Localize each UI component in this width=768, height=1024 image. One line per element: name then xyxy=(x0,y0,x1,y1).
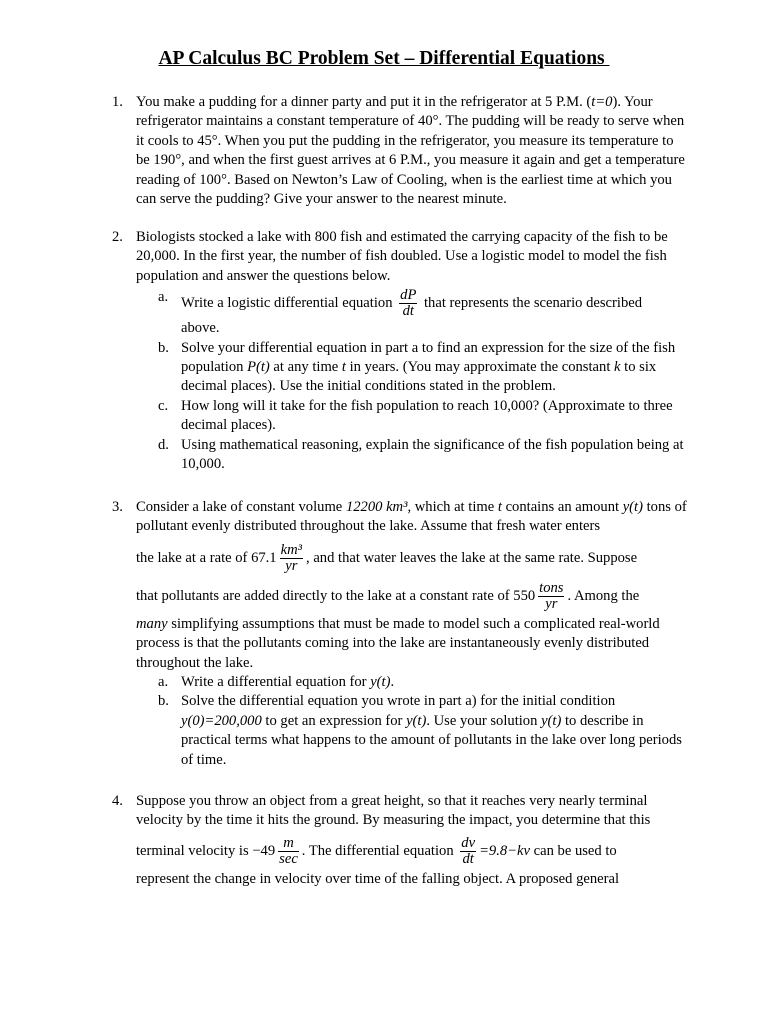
text-run: simplifying assumptions that must be made to model such a complicated real-world process is that the pollutants coming into the lake are instantaneously evenly distributed throughout the lake. xyxy=(136,615,660,671)
fraction-denominator: dt xyxy=(402,303,414,320)
fraction-numerator: tons xyxy=(539,579,564,596)
text-run: ). Your refrigerator maintains a constant temperature of 40°. The pudding will be ready to serve when it cools to 45°. When you put the pudding in the refrigerator, you measure its temperature to be 190°, and when the first guest arrives at 6 P.M., you measure it again and get a temperature reading of 100°. Based on Newton’s Law of Cooling, when is the earliest time at which you can serve the pudding? Give your answer to the nearest minute. xyxy=(136,94,685,208)
text-run: Using mathematical reasoning, explain the significance of the fish population being at 10,000. xyxy=(181,436,684,473)
text-run: in years. (You may approximate the constant xyxy=(345,359,615,376)
text-run: to get an expression for xyxy=(261,712,407,729)
math-p-of-t: P(t) xyxy=(247,359,270,376)
math-k: k xyxy=(614,359,621,376)
text-run: the lake at a rate of xyxy=(136,549,252,566)
subpart-d xyxy=(136,436,687,475)
text-run: Solve your differential equation in part a to find an expression for the size of the fish population xyxy=(181,339,676,376)
math-equation-rhs: =9.8−kv xyxy=(479,842,530,859)
fraction-numerator: km³ xyxy=(280,541,303,558)
text-run: that represents the scenario described xyxy=(420,295,643,312)
text-run: contains an amount xyxy=(501,499,623,515)
math-initial-condition: y(0)=200,000 xyxy=(181,712,262,729)
problem-3 xyxy=(112,498,687,770)
text-run: above. xyxy=(181,320,220,337)
math-volume: 12200 km³ xyxy=(345,499,408,515)
text-run: Write a logistic differential equation xyxy=(181,295,397,312)
text-run: . Use your solution xyxy=(426,712,542,729)
text-run: Consider a lake of constant volume xyxy=(136,499,346,515)
fraction-denominator: yr xyxy=(285,557,298,574)
text-run: How long will it take for the fish population to reach 10,000? (Approximate to three decimal places). xyxy=(181,397,673,434)
math-t-equals-0: t=0 xyxy=(591,94,613,110)
math-y-of-t: y(t) xyxy=(370,674,391,691)
text-run: Suppose you throw an object from a great height, so that it reaches very nearly terminal velocity by the time it hits the ground. By measuring the impact, you determine that this xyxy=(136,793,651,829)
fraction-dp-dt xyxy=(399,288,417,319)
fraction-denominator: dt xyxy=(462,850,474,867)
text-run: , and that water leaves the lake at the same rate. Suppose xyxy=(306,549,638,566)
text-run: tons of pollutant evenly distributed throughout the lake. Assume that fresh water enters xyxy=(136,499,687,535)
problem-number: 1. xyxy=(112,94,123,110)
problem-text xyxy=(136,228,687,474)
subpart-a xyxy=(136,673,687,692)
text-run: Write a differential equation for xyxy=(181,674,371,691)
inflow-rate-value: 67.1 xyxy=(251,549,277,566)
math-y-of-t: y(t) xyxy=(406,712,427,729)
fraction-numerator: dv xyxy=(461,834,476,851)
fraction-numerator: m xyxy=(278,836,299,852)
text-run: to six decimal places). Use the initial conditions stated in the problem. xyxy=(181,359,657,395)
text-run: to describe in practical terms what happens to the amount of pollutants in the lake over long periods of time. xyxy=(181,712,682,768)
text-run: that pollutants are added directly to the lake at a constant rate of xyxy=(136,587,514,604)
subpart-c xyxy=(136,397,687,436)
text-run: can be used to xyxy=(529,842,617,859)
text-run: represent the change in velocity over time of the falling object. A proposed general xyxy=(136,870,620,887)
text-run: at any time xyxy=(269,359,342,376)
math-y-of-t: y(t) xyxy=(541,712,562,729)
problem-intro: Biologists stocked a lake with 800 fish and estimated the carrying capacity of the fish to be 20,000. In the first year, the number of fish doubled. Use a logistic model to model the fish population and answer the questions below. xyxy=(136,229,668,284)
terminal-velocity-value: −49 xyxy=(252,842,276,859)
fraction-numerator: dP xyxy=(400,287,417,304)
text-run: , which at time xyxy=(407,499,498,515)
fraction-dv-dt xyxy=(460,836,476,867)
subpart-letter: c. xyxy=(158,397,169,414)
subpart-a xyxy=(136,288,687,338)
emphasis-many: many xyxy=(136,615,168,632)
math-t: t xyxy=(497,499,502,515)
page-title: AP Calculus BC Problem Set – Differential Equations xyxy=(158,48,610,69)
text-run: . xyxy=(390,674,395,691)
fraction-denominator: sec xyxy=(279,850,298,867)
text-run: Solve the differential equation you wrote in part a) for the initial condition xyxy=(181,693,616,710)
problem-text xyxy=(136,792,687,889)
problem-text xyxy=(136,93,687,209)
math-y-of-t: y(t) xyxy=(622,499,643,515)
fraction-m-per-sec xyxy=(278,836,299,867)
subpart-b xyxy=(136,339,687,397)
text-run: . The differential equation xyxy=(301,842,458,859)
problem-number: 2. xyxy=(112,229,123,245)
subpart-letter: b. xyxy=(158,339,169,356)
text-run: You make a pudding for a dinner party and put it in the refrigerator at 5 P.M. ( xyxy=(136,94,592,110)
problem-text xyxy=(136,498,687,770)
pollutant-rate-value: 550 xyxy=(513,587,536,604)
problem-number: 4. xyxy=(112,793,123,809)
subpart-letter: a. xyxy=(158,289,169,306)
subpart-b xyxy=(136,692,687,770)
subpart-letter: a. xyxy=(158,674,169,691)
problem-4 xyxy=(112,792,687,889)
text-run: . Among the xyxy=(567,587,640,604)
subpart-letter: b. xyxy=(158,693,169,710)
fraction-tons-per-yr xyxy=(538,581,564,612)
problem-2 xyxy=(112,228,687,474)
problem-1 xyxy=(112,93,687,209)
problem-number: 3. xyxy=(112,499,123,515)
fraction-km3-per-yr xyxy=(280,543,303,574)
text-run: terminal velocity is xyxy=(136,842,253,859)
math-t: t xyxy=(341,359,346,376)
subpart-letter: d. xyxy=(158,436,169,453)
fraction-denominator: yr xyxy=(545,595,558,612)
